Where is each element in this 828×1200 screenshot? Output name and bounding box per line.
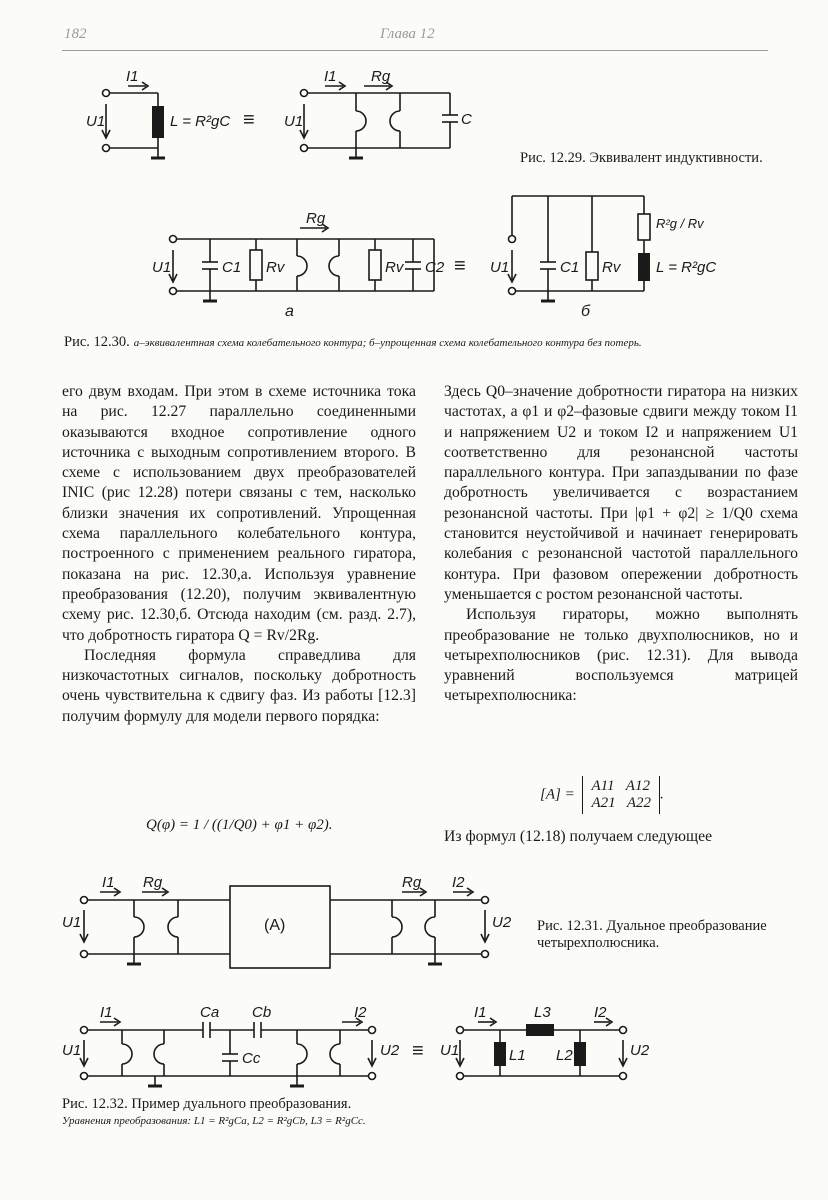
matrix-a21: A21	[591, 795, 616, 811]
fig-12-32-caption: Рис. 12.32. Пример дуального преобразования.	[62, 1096, 352, 1112]
fig31-rg2: Rg	[402, 874, 422, 891]
page-number: 182	[64, 26, 87, 42]
fig29-l-eq: L = R²gC	[170, 113, 231, 130]
right-paragraph-3-block	[444, 827, 798, 847]
header-rule	[62, 50, 768, 51]
matrix-lhs: [A] =	[540, 786, 575, 803]
fig32-i2: I2	[354, 1004, 367, 1021]
fig30-c1b: C1	[560, 259, 580, 276]
fig32-equiv: ≡	[412, 1040, 424, 1062]
fig32-cb: Cb	[252, 1004, 272, 1021]
fig31-rg: Rg	[143, 874, 163, 891]
fig32-i1b: I1	[474, 1004, 487, 1021]
fig29-c: C	[461, 111, 472, 128]
inductor-l2-symbol	[574, 1042, 586, 1066]
fig31-block: (A)	[264, 917, 286, 934]
fig30-rg2-rv: R²g / Rv	[656, 216, 704, 231]
fig30-sub-b: б	[581, 303, 590, 320]
fig32-cc: Cc	[242, 1050, 261, 1067]
fig30-rv: Rv	[266, 259, 285, 276]
fig29-equiv: ≡	[243, 109, 255, 131]
fig30-c1: C1	[222, 259, 242, 276]
fig30-c2: C2	[425, 259, 445, 276]
fig32-i2b: I2	[594, 1004, 607, 1021]
right-paragraph-1: Здесь Q0–значение добротности гиратора на низких частотах, а φ1 и φ2–фазовые сдвиги между током I1 и напряжением U2 и током I2 и напряжением U1 соответственно для резонансной частоты параллельного контура. При запаздывании по фазе добротность увеличивается с возрастанием резонансной частоты. При |φ1 + φ2| ≥ 1/Q0 схема становится неустойчивой и начинает генерировать колебания с резонансной частотой параллельного контура. При фазовом опережении добротность уменьшается с ростом резонансной частоты.	[444, 383, 798, 603]
fig31-i2: I2	[452, 874, 465, 891]
left-column	[62, 382, 416, 727]
fig32-i1: I1	[100, 1004, 113, 1021]
left-paragraph-1: его двум входам. При этом в схеме источника тока на рис. 12.27 параллельно соединенными оказываются входное сопротивление одного источника с выходным сопротивлением второго. В схеме с использованием двух преобразователей INIC (рис 12.28) потери связаны с тем, насколько близки значения их сопротивлений. Упрощенная схема параллельного колебательного контура, построенного с применением реального гиратора, показана на рис. 12.30,а. Используя уравнение преобразования (12.20), получим эквивалентную схему рис. 12.30,б. Отсюда находим (см. разд. 2.7), что добротность гиратора Q = Rv/2Rg.	[62, 383, 416, 644]
fig32-ca: Ca	[200, 1004, 220, 1021]
fig32-l3: L3	[534, 1004, 551, 1021]
right-paragraph-3: Из формул (12.18) получаем следующее	[444, 828, 713, 845]
fig-12-30-caption-title: Рис. 12.30.	[64, 334, 130, 350]
fig31-u1: U1	[62, 914, 82, 931]
fig-12-32-caption-eq: Уравнения преобразования: L1 = R²gCa, L2 = R²gCb, L3 = R²gCc.	[62, 1115, 366, 1127]
left-paragraph-2: Последняя формула справедлива для низкочастотных сигналов, поскольку добротность очень чувствительна к сдвигу фаз. Из работы [12.3] получим формулу для модели первого порядка:	[62, 646, 416, 725]
fig32-u2b: U2	[630, 1042, 650, 1059]
fig-12-30-caption-text: a–эквивалентная схема колебательного контура; б–упрощенная схема колебательного контура без потерь.	[133, 337, 642, 349]
figure-12-32	[0, 1000, 828, 1095]
fig30-sub-a: a	[285, 303, 294, 320]
matrix-a22: A22	[626, 795, 652, 811]
right-paragraph-2: Используя гираторы, можно выполнять преобразование не только двухполюсников, но и четырехполюсников (рис. 12.31). Для вывода уравнений воспользуемся матрицей четырехполюсника:	[444, 606, 798, 705]
fig32-u1: U1	[62, 1042, 82, 1059]
running-head: Глава 12	[380, 26, 435, 42]
fig32-u1b: U1	[440, 1042, 460, 1059]
matrix-equation	[540, 776, 664, 814]
fig30-rg: Rg	[306, 210, 326, 227]
fig29-rg: Rg	[371, 68, 391, 85]
fig32-l2: L2	[556, 1047, 573, 1064]
inductor-symbol	[152, 106, 164, 138]
fig-12-31-caption: Рис. 12.31. Дуальное преобразование четырехполюсника.	[537, 918, 767, 951]
fig29-i1: I1	[126, 68, 139, 85]
fig29-u1: U1	[86, 113, 106, 130]
inductor-symbol	[638, 253, 650, 281]
fig29-u1b: U1	[284, 113, 304, 130]
fig30-l-eq: L = R²gC	[656, 259, 717, 276]
inductor-l3-symbol	[526, 1024, 554, 1036]
matrix-brackets	[582, 776, 660, 814]
fig31-u2: U2	[492, 914, 512, 931]
formula-q: Q(φ) = 1 / ((1/Q0) + φ1 + φ2).	[146, 817, 333, 833]
fig30-rv3: Rv	[602, 259, 621, 276]
inductor-l1-symbol	[494, 1042, 506, 1066]
fig-12-29-caption: Рис. 12.29. Эквивалент индуктивности.	[520, 150, 763, 166]
matrix-a12: A12	[625, 778, 650, 794]
fig32-u2: U2	[380, 1042, 400, 1059]
figure-12-30	[0, 190, 828, 330]
fig30-equiv: ≡	[454, 255, 466, 277]
fig30-u1: U1	[152, 259, 172, 276]
matrix-end: .	[660, 786, 664, 803]
fig30-u1b: U1	[490, 259, 510, 276]
right-column	[444, 382, 798, 707]
matrix-a11: A11	[591, 778, 615, 794]
fig30-rv2: Rv	[385, 259, 404, 276]
fig32-l1: L1	[509, 1047, 526, 1064]
fig29-i1b: I1	[324, 68, 337, 85]
fig31-i1: I1	[102, 874, 115, 891]
fig-12-30-caption	[64, 333, 784, 351]
